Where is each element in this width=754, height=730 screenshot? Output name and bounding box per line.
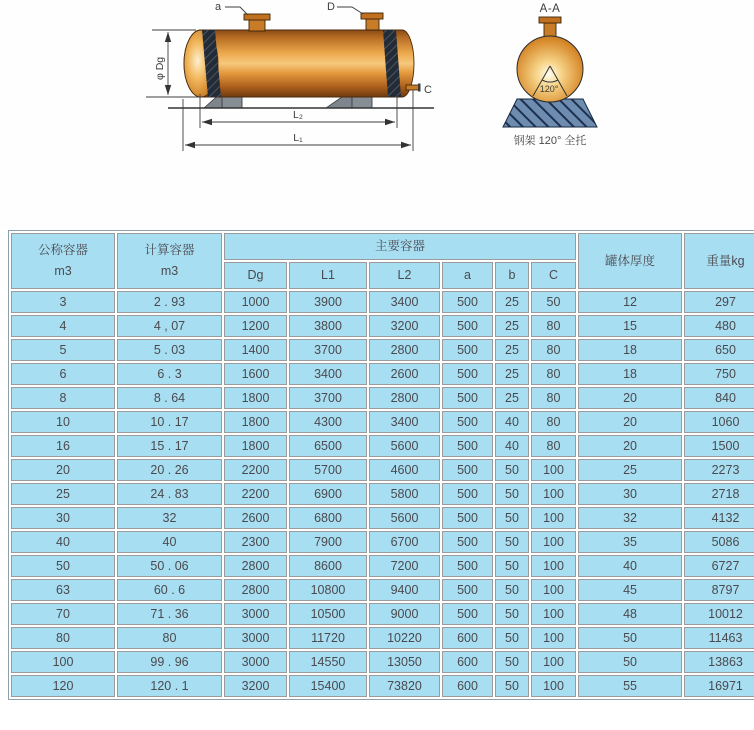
cell-c: 50 <box>531 291 576 313</box>
cell-c: 80 <box>531 411 576 433</box>
header-nominal-title: 公称容器 <box>37 243 88 257</box>
cell-nominal-capacity: 4 <box>11 315 115 337</box>
cell-l2: 10220 <box>369 627 440 649</box>
cell-a: 500 <box>442 411 493 433</box>
cell-weight: 2273 <box>684 459 754 481</box>
table-row <box>11 507 754 529</box>
cell-c: 100 <box>531 483 576 505</box>
angle-label: 120° <box>539 84 559 94</box>
cell-c: 100 <box>531 627 576 649</box>
section-nozzle <box>539 17 561 38</box>
cell-weight: 16971 <box>684 675 754 697</box>
cell-a: 500 <box>442 603 493 625</box>
cell-dg: 3200 <box>224 675 287 697</box>
steel-saddle <box>503 99 597 127</box>
header-a: a <box>442 262 493 289</box>
cell-thickness: 45 <box>578 579 682 601</box>
cell-l2: 6700 <box>369 531 440 553</box>
cell-l1: 5700 <box>289 459 367 481</box>
cell-calculated-capacity: 40 <box>117 531 222 553</box>
cell-l2: 9000 <box>369 603 440 625</box>
table-header <box>11 233 754 289</box>
cell-l1: 3700 <box>289 387 367 409</box>
cell-l2: 73820 <box>369 675 440 697</box>
cell-nominal-capacity: 50 <box>11 555 115 577</box>
header-nominal-capacity <box>11 233 115 289</box>
cell-a: 600 <box>442 651 493 673</box>
cell-l1: 6900 <box>289 483 367 505</box>
cell-c: 80 <box>531 435 576 457</box>
cell-c: 80 <box>531 387 576 409</box>
cell-b: 50 <box>495 603 529 625</box>
l2-label: L₂ <box>293 109 303 121</box>
cell-dg: 1800 <box>224 387 287 409</box>
cell-thickness: 50 <box>578 627 682 649</box>
cell-a: 500 <box>442 435 493 457</box>
cell-nominal-capacity: 63 <box>11 579 115 601</box>
cell-dg: 1800 <box>224 411 287 433</box>
table-row <box>11 315 754 337</box>
cell-nominal-capacity: 100 <box>11 651 115 673</box>
cell-nominal-capacity: 40 <box>11 531 115 553</box>
leader-line-d <box>337 7 363 14</box>
cell-a: 500 <box>442 483 493 505</box>
table-row <box>11 603 754 625</box>
cell-l2: 3400 <box>369 411 440 433</box>
cell-weight: 6727 <box>684 555 754 577</box>
cell-b: 40 <box>495 411 529 433</box>
cell-calculated-capacity: 20 . 26 <box>117 459 222 481</box>
cell-dg: 3000 <box>224 603 287 625</box>
cell-b: 25 <box>495 339 529 361</box>
cell-l2: 3200 <box>369 315 440 337</box>
cell-b: 25 <box>495 363 529 385</box>
cell-thickness: 20 <box>578 435 682 457</box>
header-nominal-unit: m3 <box>54 264 72 278</box>
cell-l1: 3700 <box>289 339 367 361</box>
spec-table-section <box>0 230 754 700</box>
cell-calculated-capacity: 99 . 96 <box>117 651 222 673</box>
cell-weight: 750 <box>684 363 754 385</box>
cell-l2: 3400 <box>369 291 440 313</box>
table-row <box>11 483 754 505</box>
cell-dg: 1200 <box>224 315 287 337</box>
cell-a: 500 <box>442 363 493 385</box>
cell-thickness: 25 <box>578 459 682 481</box>
header-calculated-title: 计算容器 <box>144 243 195 257</box>
cell-l2: 2800 <box>369 339 440 361</box>
cell-weight: 5086 <box>684 531 754 553</box>
cell-thickness: 18 <box>578 339 682 361</box>
cell-weight: 11463 <box>684 627 754 649</box>
cell-dg: 2800 <box>224 579 287 601</box>
cell-b: 50 <box>495 555 529 577</box>
cell-dg: 3000 <box>224 651 287 673</box>
diameter-label: φ Dg <box>154 56 166 80</box>
cell-a: 600 <box>442 627 493 649</box>
cell-dg: 1800 <box>224 435 287 457</box>
header-dg: Dg <box>224 262 287 289</box>
header-weight: 重量kg <box>684 233 754 289</box>
cell-c: 100 <box>531 651 576 673</box>
cell-l1: 7900 <box>289 531 367 553</box>
cell-dg: 2200 <box>224 483 287 505</box>
nozzle-d <box>361 13 383 30</box>
cell-l2: 2600 <box>369 363 440 385</box>
cell-l1: 3900 <box>289 291 367 313</box>
cell-weight: 1060 <box>684 411 754 433</box>
cell-c: 100 <box>531 459 576 481</box>
table-row <box>11 675 754 697</box>
cell-nominal-capacity: 70 <box>11 603 115 625</box>
table-row <box>11 555 754 577</box>
cell-l1: 14550 <box>289 651 367 673</box>
cell-l1: 3800 <box>289 315 367 337</box>
table-row <box>11 339 754 361</box>
cell-b: 50 <box>495 627 529 649</box>
cell-nominal-capacity: 30 <box>11 507 115 529</box>
cell-calculated-capacity: 4 , 07 <box>117 315 222 337</box>
cell-thickness: 12 <box>578 291 682 313</box>
table-row <box>11 291 754 313</box>
cell-thickness: 15 <box>578 315 682 337</box>
cell-nominal-capacity: 80 <box>11 627 115 649</box>
cell-calculated-capacity: 6 . 3 <box>117 363 222 385</box>
cell-l2: 13050 <box>369 651 440 673</box>
cell-a: 500 <box>442 459 493 481</box>
spec-table <box>8 230 754 700</box>
table-row <box>11 363 754 385</box>
header-row-main <box>11 233 754 260</box>
cell-c: 100 <box>531 531 576 553</box>
cell-b: 50 <box>495 483 529 505</box>
nozzle-a-label: a <box>214 1 222 13</box>
cell-l1: 4300 <box>289 411 367 433</box>
cell-calculated-capacity: 50 . 06 <box>117 555 222 577</box>
cell-a: 500 <box>442 579 493 601</box>
cell-nominal-capacity: 10 <box>11 411 115 433</box>
cell-weight: 2718 <box>684 483 754 505</box>
cell-a: 500 <box>442 315 493 337</box>
tank-section-view <box>503 3 597 147</box>
cell-weight: 1500 <box>684 435 754 457</box>
cell-c: 100 <box>531 603 576 625</box>
cell-l1: 10500 <box>289 603 367 625</box>
cell-calculated-capacity: 15 . 17 <box>117 435 222 457</box>
table-row <box>11 651 754 673</box>
cell-dg: 1400 <box>224 339 287 361</box>
cell-b: 50 <box>495 675 529 697</box>
cell-dg: 3000 <box>224 627 287 649</box>
cell-l2: 5600 <box>369 435 440 457</box>
table-row <box>11 459 754 481</box>
section-title: A-A <box>539 3 561 15</box>
cell-dg: 1600 <box>224 363 287 385</box>
cell-nominal-capacity: 120 <box>11 675 115 697</box>
l1-label: L₁ <box>293 132 303 144</box>
cell-nominal-capacity: 20 <box>11 459 115 481</box>
table-row <box>11 387 754 409</box>
header-calculated-unit: m3 <box>160 264 179 278</box>
cell-c: 80 <box>531 315 576 337</box>
cell-weight: 13863 <box>684 651 754 673</box>
cell-thickness: 20 <box>578 387 682 409</box>
table-row <box>11 411 754 433</box>
cell-dg: 1000 <box>224 291 287 313</box>
cell-calculated-capacity: 2 . 93 <box>117 291 222 313</box>
cell-weight: 4132 <box>684 507 754 529</box>
cell-b: 50 <box>495 459 529 481</box>
cell-calculated-capacity: 80 <box>117 627 222 649</box>
cell-calculated-capacity: 32 <box>117 507 222 529</box>
cell-a: 500 <box>442 387 493 409</box>
cell-calculated-capacity: 71 . 36 <box>117 603 222 625</box>
cell-thickness: 48 <box>578 603 682 625</box>
cell-thickness: 55 <box>578 675 682 697</box>
cell-dg: 2300 <box>224 531 287 553</box>
cell-thickness: 35 <box>578 531 682 553</box>
cell-l2: 7200 <box>369 555 440 577</box>
cell-weight: 8797 <box>684 579 754 601</box>
cell-weight: 840 <box>684 387 754 409</box>
cell-calculated-capacity: 120 . 1 <box>117 675 222 697</box>
cell-l1: 8600 <box>289 555 367 577</box>
cell-c: 100 <box>531 507 576 529</box>
cell-nominal-capacity: 5 <box>11 339 115 361</box>
header-shell-thickness: 罐体厚度 <box>578 233 682 289</box>
cell-l1: 15400 <box>289 675 367 697</box>
drawing-canvas <box>0 0 754 230</box>
cell-c: 80 <box>531 363 576 385</box>
table-row <box>11 579 754 601</box>
cell-l2: 2800 <box>369 387 440 409</box>
header-main-dimensions-group: 主要容器 <box>224 233 576 260</box>
cell-b: 50 <box>495 579 529 601</box>
cell-thickness: 50 <box>578 651 682 673</box>
cell-weight: 297 <box>684 291 754 313</box>
header-c: C <box>531 262 576 289</box>
cell-weight: 650 <box>684 339 754 361</box>
cell-calculated-capacity: 5 . 03 <box>117 339 222 361</box>
table-row <box>11 531 754 553</box>
cell-dg: 2800 <box>224 555 287 577</box>
header-l2: L2 <box>369 262 440 289</box>
cell-b: 40 <box>495 435 529 457</box>
cell-b: 25 <box>495 291 529 313</box>
table-row <box>11 435 754 457</box>
cell-thickness: 30 <box>578 483 682 505</box>
cell-a: 600 <box>442 675 493 697</box>
cell-weight: 480 <box>684 315 754 337</box>
cell-l1: 10800 <box>289 579 367 601</box>
cell-nominal-capacity: 8 <box>11 387 115 409</box>
cell-l2: 4600 <box>369 459 440 481</box>
cell-a: 500 <box>442 531 493 553</box>
cell-nominal-capacity: 6 <box>11 363 115 385</box>
cell-b: 50 <box>495 507 529 529</box>
tank-side-view <box>146 1 434 151</box>
tank-technical-drawing <box>0 0 754 230</box>
cell-nominal-capacity: 25 <box>11 483 115 505</box>
cell-nominal-capacity: 16 <box>11 435 115 457</box>
cell-b: 50 <box>495 531 529 553</box>
cell-b: 25 <box>495 387 529 409</box>
nozzle-a <box>244 14 270 31</box>
cell-calculated-capacity: 24 . 83 <box>117 483 222 505</box>
nozzle-c-label: C <box>424 84 432 96</box>
nozzle-d-label: D <box>327 1 335 13</box>
cell-thickness: 40 <box>578 555 682 577</box>
cell-dg: 2200 <box>224 459 287 481</box>
header-l1: L1 <box>289 262 367 289</box>
section-caption: 钢架 120° 全托 <box>513 135 587 147</box>
table-body <box>11 291 754 697</box>
table-row <box>11 627 754 649</box>
cell-thickness: 20 <box>578 411 682 433</box>
cell-l1: 6500 <box>289 435 367 457</box>
cell-nominal-capacity: 3 <box>11 291 115 313</box>
cell-b: 50 <box>495 651 529 673</box>
cell-calculated-capacity: 10 . 17 <box>117 411 222 433</box>
cell-a: 500 <box>442 291 493 313</box>
cell-calculated-capacity: 8 . 64 <box>117 387 222 409</box>
header-b: b <box>495 262 529 289</box>
cell-thickness: 18 <box>578 363 682 385</box>
cell-calculated-capacity: 60 . 6 <box>117 579 222 601</box>
cell-c: 100 <box>531 555 576 577</box>
cell-b: 25 <box>495 315 529 337</box>
cell-c: 100 <box>531 579 576 601</box>
cell-thickness: 32 <box>578 507 682 529</box>
cell-c: 80 <box>531 339 576 361</box>
cell-a: 500 <box>442 339 493 361</box>
cell-l2: 5800 <box>369 483 440 505</box>
header-calculated-capacity <box>117 233 222 289</box>
cell-l2: 5600 <box>369 507 440 529</box>
cell-a: 500 <box>442 555 493 577</box>
cell-dg: 2600 <box>224 507 287 529</box>
cell-l1: 6800 <box>289 507 367 529</box>
cell-c: 100 <box>531 675 576 697</box>
cell-l1: 11720 <box>289 627 367 649</box>
cell-l2: 9400 <box>369 579 440 601</box>
cell-l1: 3400 <box>289 363 367 385</box>
cell-a: 500 <box>442 507 493 529</box>
cell-weight: 10012 <box>684 603 754 625</box>
